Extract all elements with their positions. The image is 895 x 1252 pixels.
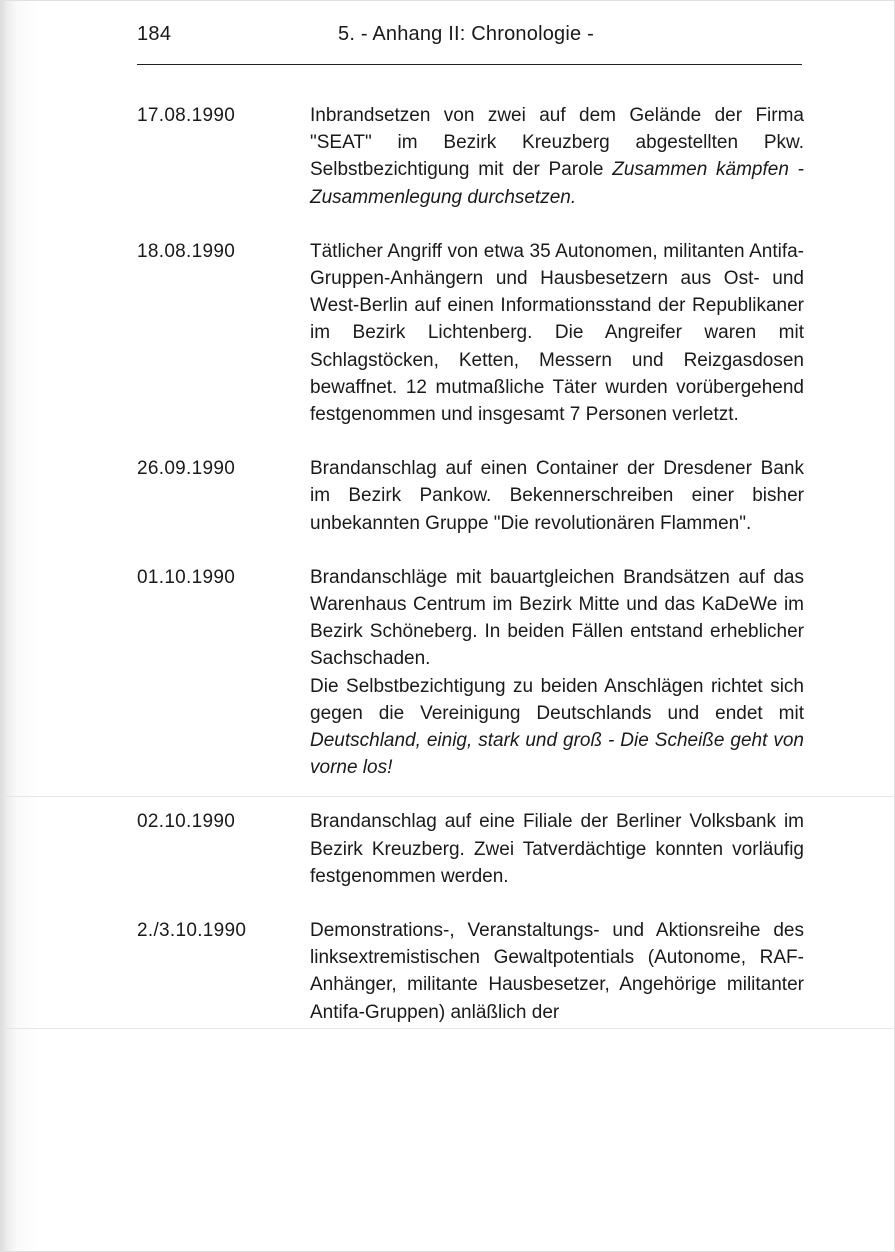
text-segment: Inbrandsetzen von zwei auf dem Gelände der Firma "SEAT" im Bezirk Kreuzberg abgestellten Pkw. Selbstbezichtigung mit der Parole — [310, 105, 804, 181]
chronology-entry — [137, 917, 807, 1026]
text-segment: Brandanschlag auf einen Container der Dresdener Bank im Bezirk Pankow. Bekennerschreiben einer bisher unbekannten Gruppe "Die revolutionären Flammen". — [310, 458, 804, 534]
entry-description — [310, 564, 804, 782]
entry-paragraph — [310, 564, 804, 673]
entry-description — [310, 455, 804, 537]
entry-paragraph — [310, 917, 804, 1026]
entry-date: 02.10.1990 — [137, 811, 236, 833]
chronology-entry — [137, 564, 807, 782]
entry-paragraph — [310, 102, 804, 211]
text-segment: Die Selbstbezichtigung zu beiden Anschlägen richtet sich gegen die Vereinigung Deutschlands und endet mit — [310, 675, 804, 724]
entry-date: 17.08.1990 — [137, 105, 236, 126]
text-segment: Tätlicher Angriff von etwa 35 Autonomen, militanten Antifa-Gruppen-Anhängern und Hausbesetzern aus Ost- und West-Berlin auf einen Informationsstand der Republikaner im Bezirk Lichtenberg. Die Angreifer waren mit Schlagstöcken, Ketten, Messern und Reizgasdosen bewaffnet. 12 mutmaßliche Täter wurden vorübergehend festgenommen und insgesamt 7 Personen verletzt. — [310, 240, 804, 426]
text-segment: Brandanschläge mit bauartgleichen Brandsätzen auf das Warenhaus Centrum im Bezirk Mitte und das KaDeWe im Bezirk Schöneberg. In beiden Fällen entstand erheblicher Sachschaden. — [310, 566, 804, 670]
chronology-entry — [137, 808, 807, 890]
chronology-list — [137, 102, 807, 1053]
entry-description — [310, 917, 804, 1026]
page-number: 184 — [137, 23, 172, 45]
text-segment: Brandanschlag auf eine Filiale der Berliner Volksbank im Bezirk Kreuzberg. Zwei Tatverdächtige konnten vorläufig festgenommen werden. — [310, 811, 804, 887]
quoted-slogan: Deutschland, einig, stark und groß - Die Scheiße geht von vorne los! — [310, 730, 804, 779]
entry-paragraph — [310, 808, 804, 890]
entry-description — [310, 102, 804, 211]
chronology-entry — [137, 102, 807, 211]
entry-description — [310, 238, 804, 428]
entry-paragraph — [310, 238, 804, 428]
entry-date: 01.10.1990 — [137, 566, 236, 588]
entry-date: 18.08.1990 — [137, 240, 236, 262]
entry-date: 2./3.10.1990 — [137, 920, 247, 942]
entry-paragraph — [310, 455, 804, 537]
chronology-entry — [137, 238, 807, 428]
entry-date: 26.09.1990 — [137, 458, 236, 480]
entry-description — [310, 808, 804, 890]
entry-paragraph — [310, 673, 804, 782]
running-head: 5. - Anhang II: Chronologie - — [338, 23, 594, 45]
text-segment: Demonstrations-, Veranstaltungs- und Aktionsreihe des linksextremistischen Gewaltpotentials (Autonome, RAF-Anhänger, militante Hausbesetzer, Angehörige militanter Antifa-Gruppen) anläßlich der — [310, 920, 804, 1023]
header-rule — [137, 64, 802, 65]
quoted-slogan: Zusammen kämpfen - Zusammenlegung durchsetzen. — [310, 159, 804, 208]
chronology-entry — [137, 455, 807, 537]
